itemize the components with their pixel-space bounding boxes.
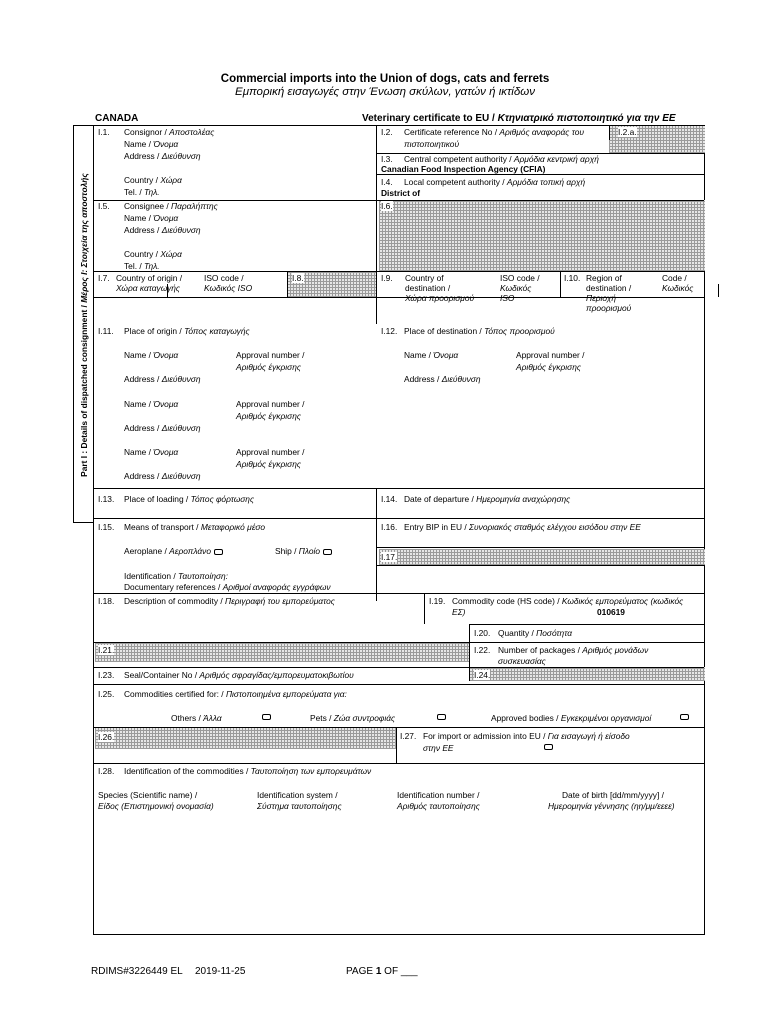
consignee-el: Παραλήπτης xyxy=(171,201,218,211)
cert-ref-el2: πιστοποιητικού xyxy=(404,139,460,149)
box-11-number: I.11. xyxy=(98,326,114,336)
species-column-header: Species (Scientific name) / xyxy=(98,790,198,800)
import-admission-el1: Για εισαγωγή ή είσοδο xyxy=(547,731,630,741)
box-24-number: I.24. xyxy=(474,670,491,680)
destination-approval-el: Αριθμός έγκρισης xyxy=(516,362,581,372)
box-23-number: I.23. xyxy=(98,670,115,680)
consignor-tel-en: Tel. / xyxy=(124,187,145,197)
entry-bip-en: Entry BIP in EU / xyxy=(404,522,470,532)
date-of-birth-el: Ημερομηνία γέννησης (ηη/μμ/εεεε) xyxy=(548,801,675,811)
consignee-address-el: Διεύθυνση xyxy=(161,225,201,235)
country-of-origin-el: Χώρα καταγωγής xyxy=(116,283,180,293)
identification-commodities-en: Identification of the commodities / xyxy=(124,766,251,776)
destination-iso-label: ISO code / xyxy=(500,273,540,283)
pets-el: Ζώα συντροφιάς xyxy=(333,713,396,723)
date-of-birth-column-header-el xyxy=(548,801,675,811)
certificate-form xyxy=(93,125,705,935)
destination-approval-label-el xyxy=(516,362,581,372)
consignor-label xyxy=(124,127,214,137)
box-21-number: I.21. xyxy=(98,645,115,655)
origin-name-el-1: Όνομα xyxy=(153,350,179,360)
id-system-el: Σύστημα ταυτοποίησης xyxy=(257,801,342,811)
consignor-tel-el: Τηλ. xyxy=(144,187,160,197)
description-of-commodity-label xyxy=(124,596,335,606)
box-8-number: I.8. xyxy=(292,273,304,283)
date-of-departure-en: Date of departure / xyxy=(404,494,477,504)
commodity-code-label-el2 xyxy=(452,607,465,617)
docrefs-en: Documentary references / xyxy=(124,582,223,592)
origin-address-el-1: Διεύθυνση xyxy=(161,374,201,384)
identification-en: Identification / xyxy=(124,571,179,581)
consignor-tel-label xyxy=(124,187,160,197)
form-title-english: Commercial imports into the Union of dogs, cats and ferrets xyxy=(220,73,550,85)
approved-bodies-option xyxy=(491,713,651,723)
country-of-origin-label: Country of origin / xyxy=(116,273,183,283)
region-code-el: Κωδικός xyxy=(662,283,694,293)
description-el: Περιγραφή του εμπορεύματος xyxy=(225,596,335,606)
commodity-code-el2: ΕΣ) xyxy=(452,607,466,617)
means-of-transport-en: Means of transport / xyxy=(124,522,201,532)
box-28-number: I.28. xyxy=(98,766,115,776)
identification-el: Ταυτοποίηση: xyxy=(178,571,228,581)
consignor-country-el: Χώρα xyxy=(160,175,182,185)
local-authority-el: Αρμόδια τοπική αρχή xyxy=(506,177,586,187)
date-of-departure-el: Ημερομηνία αναχώρησης xyxy=(476,494,571,504)
box-6-number: I.6. xyxy=(381,201,393,211)
box-9-number: I.9. xyxy=(381,273,393,283)
origin-approval-label-el-3 xyxy=(236,459,301,469)
consignee-name-en: Name / xyxy=(124,213,154,223)
means-of-transport-label xyxy=(124,522,265,532)
import-admission-en: For import or admission into EU / xyxy=(423,731,548,741)
packages-el2: συσκευασίας xyxy=(498,656,546,666)
exporting-country: CANADA xyxy=(95,113,139,124)
box-16-number: I.16. xyxy=(381,522,398,532)
certificate-reference-label-el2 xyxy=(404,139,459,149)
certificate-reference-label xyxy=(404,127,584,137)
box-17-hatched xyxy=(379,549,705,565)
form-title-greek: Εμπορική εισαγωγές στην Ένωση σκύλων, γατών ή ικτίδων xyxy=(235,86,535,98)
quantity-el: Ποσότητα xyxy=(536,628,572,638)
others-en: Others / xyxy=(171,713,204,723)
consignor-name-en: Name / xyxy=(124,139,154,149)
origin-name-en-1: Name / xyxy=(124,350,154,360)
consignee-country-el: Χώρα xyxy=(160,249,182,259)
approved-bodies-checkbox[interactable] xyxy=(680,714,689,720)
ship-option xyxy=(275,546,332,556)
seal-container-label xyxy=(124,670,354,680)
origin-address-en-2: Address / xyxy=(124,423,162,433)
region-code-label-el xyxy=(662,283,693,293)
box-14-number: I.14. xyxy=(381,494,398,504)
box-20-number: I.20. xyxy=(474,628,491,638)
consignor-name-label xyxy=(124,139,178,149)
box-1-number: I.1. xyxy=(98,127,110,137)
aeroplane-en: Aeroplane / xyxy=(124,546,170,556)
commodity-code-el1: Κωδικός εμπορεύματος (κωδικός xyxy=(561,596,684,606)
consignee-tel-label xyxy=(124,261,160,271)
origin-approval-el-3: Αριθμός έγκρισης xyxy=(236,459,301,469)
origin-name-label-2 xyxy=(124,399,178,409)
part-one-label xyxy=(79,173,89,477)
box-27-number: I.27. xyxy=(400,731,417,741)
document-reference: RDIMS#3226449 EL xyxy=(91,966,183,977)
ship-checkbox[interactable] xyxy=(323,549,332,555)
destination-address-en: Address / xyxy=(404,374,442,384)
consignor-name-el: Όνομα xyxy=(153,139,179,149)
vet-cert-el: Κτηνιατρικό πιστοποιητικό για την ΕΕ xyxy=(497,113,676,124)
consignor-address-label xyxy=(124,151,201,161)
place-of-loading-label xyxy=(124,494,254,504)
origin-approval-label-3: Approval number / xyxy=(236,447,305,457)
pets-checkbox[interactable] xyxy=(437,714,446,720)
seal-el: Αριθμός σφραγίδας/εμπορευματοκιβωτίου xyxy=(199,670,354,680)
central-authority-el: Αρμόδια κεντρική αρχή xyxy=(513,154,599,164)
region-code-label: Code / xyxy=(662,273,687,283)
local-authority-value: District of xyxy=(381,188,421,198)
ship-en: Ship / xyxy=(275,546,299,556)
consignee-en: Consignee / xyxy=(124,201,172,211)
id-number-column-header-el xyxy=(397,801,480,811)
date-of-departure-label xyxy=(404,494,570,504)
consignee-address-label xyxy=(124,225,201,235)
box-19-number: I.19. xyxy=(429,596,446,606)
origin-approval-el-2: Αριθμός έγκρισης xyxy=(236,411,301,421)
docrefs-el: Αριθμοί αναφοράς εγγράφων xyxy=(222,582,331,592)
commodity-code-value: 010619 xyxy=(597,607,625,617)
certified-for-el: Πιστοποιημένα εμπορεύματα για: xyxy=(225,689,347,699)
consignee-tel-el: Τηλ. xyxy=(144,261,160,271)
box-12-number: I.12. xyxy=(381,326,398,336)
import-admission-checkbox[interactable] xyxy=(544,744,553,750)
pets-en: Pets / xyxy=(310,713,334,723)
import-admission-el2: στην ΕΕ xyxy=(423,743,454,753)
consignor-country-en: Country / xyxy=(124,175,161,185)
central-authority-value: Canadian Food Inspection Agency (CFIA) xyxy=(381,164,546,174)
origin-iso-label-el xyxy=(204,283,252,293)
box-26-number: I.26. xyxy=(98,732,115,742)
origin-approval-label-el-2 xyxy=(236,411,301,421)
box-6-hatched xyxy=(379,200,705,271)
origin-approval-label-el-1 xyxy=(236,362,301,372)
place-of-origin-label xyxy=(124,326,250,336)
document-date: 2019-11-25 xyxy=(195,966,246,977)
page-number xyxy=(346,966,418,978)
description-en: Description of commodity / xyxy=(124,596,225,606)
region-label-el2 xyxy=(586,303,631,313)
aeroplane-checkbox[interactable] xyxy=(214,549,223,555)
box-5-number: I.5. xyxy=(98,201,110,211)
commodities-certified-label xyxy=(124,689,347,699)
packages-en: Number of packages / xyxy=(498,645,583,655)
origin-name-en-3: Name / xyxy=(124,447,154,457)
consignee-name-label xyxy=(124,213,178,223)
place-of-destination-en: Place of destination / xyxy=(404,326,485,336)
approved-bodies-el: Εγκεκριμένοι οργανισμοί xyxy=(560,713,652,723)
country-of-origin-label-el xyxy=(116,283,180,293)
approved-bodies-en: Approved bodies / xyxy=(491,713,561,723)
quantity-en: Quantity / xyxy=(498,628,537,638)
aeroplane-option xyxy=(124,546,223,556)
region-label-el1 xyxy=(586,293,616,303)
pets-option xyxy=(310,713,395,723)
destination-iso-el1: Κωδικός xyxy=(500,283,532,293)
box-2-number: I.2. xyxy=(381,127,393,137)
destination-iso-label-el1 xyxy=(500,283,531,293)
number-of-packages-label xyxy=(498,645,648,655)
others-checkbox[interactable] xyxy=(262,714,271,720)
box-13-number: I.13. xyxy=(98,494,115,504)
consignee-address-en: Address / xyxy=(124,225,162,235)
certified-for-en: Commodities certified for: / xyxy=(124,689,226,699)
page-prefix: PAGE xyxy=(346,966,376,977)
place-of-loading-el: Τόπος φόρτωσης xyxy=(190,494,255,504)
consignor-el: Αποστολέας xyxy=(169,127,215,137)
means-of-transport-el: Μεταφορικό μέσο xyxy=(200,522,266,532)
packages-el1: Αριθμός μονάδων xyxy=(582,645,649,655)
consignor-country-label xyxy=(124,175,182,185)
origin-approval-el-1: Αριθμός έγκρισης xyxy=(236,362,301,372)
origin-name-en-2: Name / xyxy=(124,399,154,409)
destination-country-label-el xyxy=(405,293,474,303)
place-of-origin-en: Place of origin / xyxy=(124,326,185,336)
entry-bip-el: Συνοριακός σταθμός ελέγχου εισόδου στην ΕΕ xyxy=(469,522,641,532)
place-of-destination-el: Τόπος προορισμού xyxy=(484,326,555,336)
local-authority-en: Local competent authority / xyxy=(404,177,507,187)
documentary-references-label xyxy=(124,582,331,592)
region-label-1: Region of xyxy=(586,273,622,283)
page-num: 1 xyxy=(375,966,382,977)
destination-name-label xyxy=(404,350,458,360)
region-el1: Περιοχή xyxy=(586,293,617,303)
box-25-number: I.25. xyxy=(98,689,115,699)
destination-name-en: Name / xyxy=(404,350,434,360)
destination-address-el: Διεύθυνση xyxy=(441,374,481,384)
region-el2: προορισμού xyxy=(586,303,632,313)
origin-iso-label: ISO code / xyxy=(204,273,244,283)
destination-country-el: Χώρα προορισμού xyxy=(405,293,475,303)
box-21-hatched xyxy=(95,642,469,662)
box-3-number: I.3. xyxy=(381,154,393,164)
consignor-address-el: Διεύθυνση xyxy=(161,151,201,161)
consignor-en: Consignor / xyxy=(124,127,170,137)
aeroplane-el: Αεροπλάνο xyxy=(169,546,212,556)
consignee-country-en: Country / xyxy=(124,249,161,259)
origin-name-label-1 xyxy=(124,350,178,360)
id-system-column-header: Identification system / xyxy=(257,790,338,800)
part-one-side-band xyxy=(73,125,93,523)
import-admission-label-el2 xyxy=(423,743,454,753)
species-el: Είδος (Επιστημονική ονομασία) xyxy=(98,801,214,811)
number-of-packages-label-el2 xyxy=(498,656,546,666)
origin-approval-label-1: Approval number / xyxy=(236,350,305,360)
identification-commodities-label xyxy=(124,766,371,776)
consignee-name-el: Όνομα xyxy=(153,213,179,223)
origin-address-el-2: Διεύθυνση xyxy=(161,423,201,433)
box-18-number: I.18. xyxy=(98,596,115,606)
origin-name-el-3: Όνομα xyxy=(153,447,179,457)
box-26-hatched xyxy=(95,728,396,749)
central-authority-en: Central competent authority / xyxy=(404,154,514,164)
cert-ref-en: Certificate reference No / xyxy=(404,127,500,137)
place-of-origin-el: Τόπος καταγωγής xyxy=(184,326,250,336)
origin-address-label-1 xyxy=(124,374,201,384)
box-15-number: I.15. xyxy=(98,522,115,532)
others-option xyxy=(171,713,222,723)
origin-address-en-1: Address / xyxy=(124,374,162,384)
commodity-code-label xyxy=(452,596,683,606)
central-authority-label xyxy=(404,154,599,164)
consignee-country-label xyxy=(124,249,182,259)
origin-address-el-3: Διεύθυνση xyxy=(161,471,201,481)
box-17-number: I.17. xyxy=(381,552,398,562)
entry-bip-label xyxy=(404,522,641,532)
origin-address-label-2 xyxy=(124,423,201,433)
identification-commodities-el: Ταυτοποίηση των εμπορευμάτων xyxy=(250,766,372,776)
destination-country-label-2: destination / xyxy=(405,283,451,293)
part-one-label-en: Part I : Details of dispatched consignment / xyxy=(78,305,89,477)
place-of-destination-label xyxy=(404,326,555,336)
origin-address-en-3: Address / xyxy=(124,471,162,481)
destination-name-el: Όνομα xyxy=(433,350,459,360)
id-number-column-header: Identification number / xyxy=(397,790,480,800)
ship-el: Πλοίο xyxy=(298,546,320,556)
page-suffix: OF ___ xyxy=(381,966,418,977)
id-number-el: Αριθμός ταυτοποίησης xyxy=(397,801,480,811)
origin-address-label-3 xyxy=(124,471,201,481)
seal-en: Seal/Container No / xyxy=(124,670,200,680)
import-admission-label xyxy=(423,731,630,741)
box-2a-number: I.2.a. xyxy=(618,127,637,137)
origin-approval-label-2: Approval number / xyxy=(236,399,305,409)
cert-ref-el1: Αριθμός αναφοράς του xyxy=(499,127,584,137)
box-24-hatched xyxy=(469,667,705,681)
species-column-header-el xyxy=(98,801,214,811)
others-el: Άλλα xyxy=(203,713,222,723)
destination-iso-el2: ISO xyxy=(500,293,515,303)
destination-iso-label-el2 xyxy=(500,293,514,303)
box-4-number: I.4. xyxy=(381,177,393,187)
origin-name-label-3 xyxy=(124,447,178,457)
consignee-label xyxy=(124,201,218,211)
destination-country-label-1: Country of xyxy=(405,273,444,283)
consignee-tel-en: Tel. / xyxy=(124,261,145,271)
region-label-2: destination / xyxy=(586,283,632,293)
origin-name-el-2: Όνομα xyxy=(153,399,179,409)
box-22-number: I.22. xyxy=(474,645,491,655)
destination-address-label xyxy=(404,374,481,384)
veterinary-certificate-heading xyxy=(362,113,676,125)
box-10-number: I.10. xyxy=(564,273,581,283)
box-7-number: I.7. xyxy=(98,273,110,283)
date-of-birth-column-header: Date of birth [dd/mm/yyyy] / xyxy=(562,790,664,800)
origin-iso-el: Κωδικός ISO xyxy=(204,283,253,293)
local-authority-label xyxy=(404,177,585,187)
id-system-column-header-el xyxy=(257,801,342,811)
destination-approval-label: Approval number / xyxy=(516,350,585,360)
quantity-label xyxy=(498,628,572,638)
consignor-address-en: Address / xyxy=(124,151,162,161)
part-one-label-el: Μέρος I: Στοιχεία της αποστολής xyxy=(78,173,89,303)
vet-cert-en: Veterinary certificate to EU / xyxy=(362,113,495,124)
identification-label xyxy=(124,571,228,581)
place-of-loading-en: Place of loading / xyxy=(124,494,191,504)
commodity-code-en: Commodity code (HS code) / xyxy=(452,596,562,606)
